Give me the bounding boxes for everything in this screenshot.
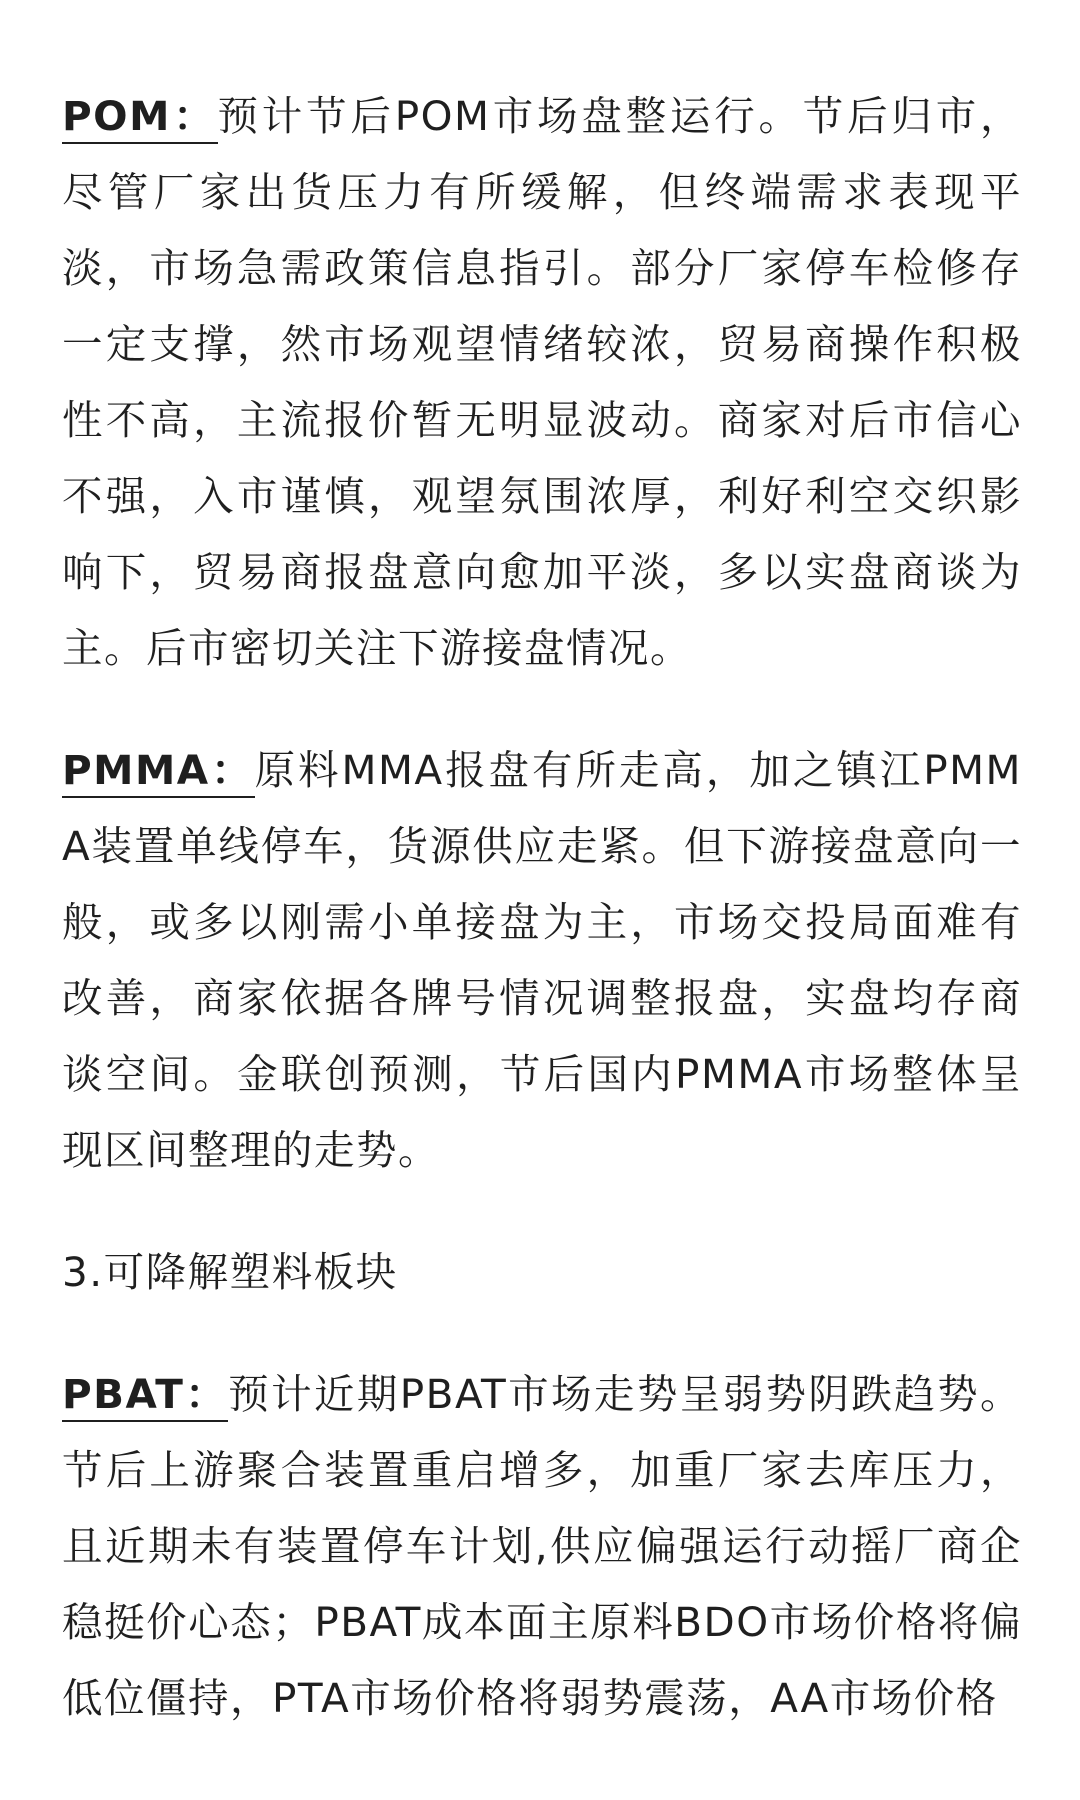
label-pbat: PBAT： bbox=[62, 1370, 228, 1422]
paragraph-pmma bbox=[62, 732, 1022, 1188]
text-pbat: 预计近期PBAT市场走势呈弱势阴跌趋势。节后上游聚合装置重启增多，加重厂家去库压力，且近期未有装置停车计划,供应偏强运行动摇厂商企稳挺价心态；PBAT成本面主原料BDO市场价格将偏低位僵持，PTA市场价格将弱势震荡，AA市场价格 bbox=[62, 1370, 1022, 1722]
paragraph-pbat bbox=[62, 1356, 1022, 1736]
text-pmma: 原料MMA报盘有所走高，加之镇江PMMA装置单线停车，货源供应走紧。但下游接盘意向一般，或多以刚需小单接盘为主，市场交投局面难有改善，商家依据各牌号情况调整报盘，实盘均存商谈空间。金联创预测，节后国内PMMA市场整体呈现区间整理的走势。 bbox=[62, 746, 1022, 1174]
article-body bbox=[62, 78, 1022, 1736]
text-pom: 预计节后POM市场盘整运行。节后归市，尽管厂家出货压力有所缓解，但终端需求表现平淡，市场急需政策信息指引。部分厂家停车检修存一定支撑，然市场观望情绪较浓，贸易商操作积极性不高，主流报价暂无明显波动。商家对后市信心不强，入市谨慎，观望氛围浓厚，利好利空交织影响下，贸易商报盘意向愈加平淡，多以实盘商谈为主。后市密切关注下游接盘情况。 bbox=[62, 92, 1022, 672]
section-heading-degradable-plastics: 3.可降解塑料板块 bbox=[62, 1248, 398, 1296]
label-pom: POM： bbox=[62, 92, 218, 144]
paragraph-pom bbox=[62, 78, 1022, 686]
label-pmma: PMMA： bbox=[62, 746, 255, 798]
